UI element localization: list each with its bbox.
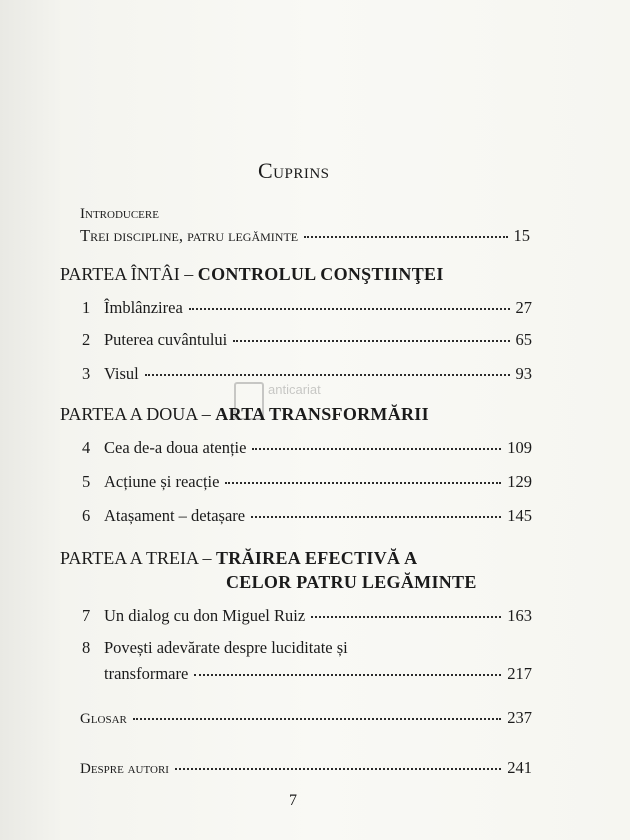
leader-dots [189,308,510,310]
chapter-number: 6 [82,506,91,525]
page-folio: 7 [289,792,297,809]
page-number: 27 [515,298,532,317]
leader-dots [252,448,501,450]
chapter-number: 1 [82,298,91,317]
part-title: ARTA TRANSFORMĂRII [215,404,429,424]
toc-entry-7 [82,606,532,626]
leader-dots [133,718,501,720]
entry-title: Cea de-a doua atenție [104,438,247,457]
entry-title: Un dialog cu don Miguel Ruiz [104,606,306,625]
part-prefix: PARTEA A TREIA – [60,548,216,568]
page-number: 241 [507,758,532,777]
chapter-number: 4 [82,438,91,457]
toc-entry-glosar [80,708,532,728]
chapter-number: 2 [82,330,91,349]
chapter-number: 7 [82,606,91,625]
chapter-number: 5 [82,472,91,491]
page-number: 65 [515,330,532,349]
page-number: 163 [507,606,532,625]
entry-title: Glosar [80,711,127,727]
page-number: 237 [507,708,532,727]
part-heading-2 [60,404,429,425]
toc-entry-1 [82,298,532,318]
entry-title: Acțiune și reacție [104,472,220,491]
entry-title: Povești adevărate despre luciditate și [104,638,348,657]
intro-label: Introducere [80,206,159,222]
page-number: 129 [507,472,532,491]
page-number: 93 [515,364,532,383]
toc-entry-8-cont [104,664,532,684]
entry-title: Puterea cuvântului [104,330,228,349]
entry-title: Visul [104,364,139,383]
entry-title: Îmblânzirea [104,298,183,317]
toc-entry-4 [82,438,532,458]
leader-dots [233,340,509,342]
toc-entry-2 [82,330,532,350]
page-number: 15 [513,226,530,245]
leader-dots [304,236,507,238]
part-heading-3 [60,548,417,569]
toc-entry-intro [80,226,530,246]
leader-dots [225,482,501,484]
leader-dots [194,674,501,676]
chapter-number: 8 [82,638,91,657]
part-title-continued: CELOR PATRU LEGĂMINTE [226,572,477,592]
toc-entry-despre [80,758,532,778]
part-prefix: PARTEA A DOUA – [60,404,216,424]
page-number: 145 [507,506,532,525]
part-title: TRĂIREA EFECTIVĂ A [215,548,418,568]
page-number: 109 [507,438,532,457]
entry-title: Atașament – detașare [104,506,246,525]
part-title: CONTROLUL CONŞTIINŢEI [197,264,444,284]
toc-heading: Cuprins [258,158,330,183]
entry-title: Trei discipline, patru legăminte [80,226,299,245]
chapter-number: 3 [82,364,91,383]
part-prefix: PARTEA ÎNTÂI – [60,264,198,284]
stamp-text: anticariat [268,382,321,397]
part-heading-1 [60,264,444,285]
leader-dots [175,768,501,770]
leader-dots [311,616,501,618]
toc-entry-6 [82,506,532,526]
part-heading-3-line2 [226,572,477,593]
toc-entry-8 [82,638,532,658]
page-number: 217 [507,664,532,683]
leader-dots [145,374,510,376]
toc-entry-5 [82,472,532,492]
leader-dots [251,516,501,518]
entry-title: Despre autori [80,761,169,777]
entry-title-continued: transformare [104,664,189,683]
